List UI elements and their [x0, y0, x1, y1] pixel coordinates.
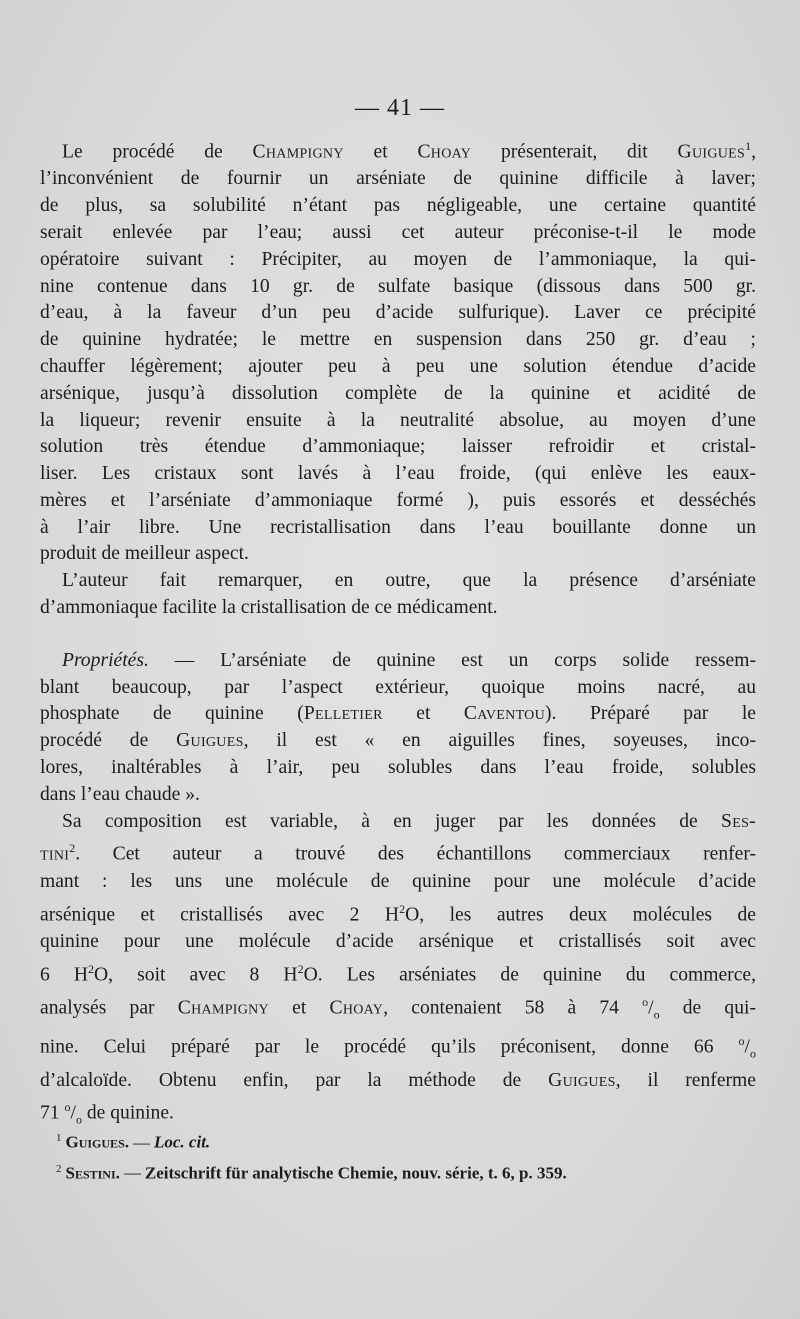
text-line: liser. Les cristaux sont lavés à l’eau froide, (qui enlève les eaux- — [40, 463, 756, 485]
small-caps-name: Choay — [329, 997, 384, 1019]
superscript: 2 — [69, 841, 76, 856]
text-line: tini$^2$. Cet auteur a trouvé des échantillons commerciaux renfer- — [40, 841, 756, 865]
text-line: mères et l’arséniate d’ammoniaque formé ), puis essorés et desséchés — [40, 489, 756, 511]
small-caps-name: Guigues — [548, 1069, 616, 1091]
small-caps-name: Caventou — [463, 703, 545, 725]
text-line: nine. Celui préparé par le procédé qu’ils préconisent, donne 66 $^o/_o$ — [40, 1034, 756, 1061]
text-line: l’inconvénient de fournir un arséniate de quinine difficile à laver; — [40, 168, 756, 190]
paragraph — [40, 568, 756, 622]
text-line: Propriétés. — L’arséniate de quinine est un corps solide ressem- — [62, 649, 756, 671]
text-line: de quinine hydratée; le mettre en suspension dans 250 gr. d’eau ; — [40, 329, 756, 351]
small-caps-name: tini — [40, 843, 70, 865]
small-caps-name: Champigny — [252, 141, 344, 163]
text-line: d’alcaloïde. Obtenu enfin, par la méthode de Guigues, il renferme — [40, 1069, 756, 1091]
superscript: o — [642, 995, 649, 1010]
footnote-author: Sestini. — [65, 1163, 120, 1183]
superscript: 1 — [745, 139, 752, 153]
footnote-1 — [56, 1125, 736, 1156]
text-line: lores, inaltérables à l’air, peu solubles dans l’eau froide, solubles — [40, 757, 756, 779]
subscript: o — [653, 1007, 660, 1022]
paragraph — [40, 809, 756, 1134]
footnote-2 — [56, 1156, 736, 1187]
footnote-text: Loc. cit. — [154, 1132, 211, 1152]
superscript: 2 — [399, 901, 406, 916]
footnote-text: Zeitschrift für analytische Chemie, nouv. série, t. 6, p. 359. — [144, 1163, 567, 1183]
text-line: produit de meilleur aspect. — [40, 543, 249, 565]
text-line: à l’air libre. Une recristallisation dans l’eau bouillante donne un — [40, 516, 756, 538]
text-line: arsénique, jusqu’à dissolution complète de la quinine et acidité de — [40, 382, 756, 404]
text-line: 6 $H^2O$, soit avec 8 $H^2O$. Les arséniates de quinine du commerce, — [40, 961, 756, 986]
footnote-marker: 2 — [56, 1162, 62, 1175]
paragraph-gap — [40, 622, 756, 648]
text-line: L’auteur fait remarquer, en outre, que la présence d’arséniate — [62, 570, 756, 592]
superscript: 2 — [297, 961, 304, 976]
footnotes — [56, 1125, 736, 1186]
text-line: solution très étendue d’ammoniaque; laisser refroidir et cristal- — [40, 436, 756, 458]
small-caps-name: Guigues — [677, 141, 746, 163]
text-line: phosphate de quinine (Pelletier et Caventou). Préparé par le — [40, 703, 756, 725]
text-line: d’eau, à la faveur d’un peu d’acide sulfurique). Laver ce précipité — [40, 302, 756, 324]
footnote-dash: — — [133, 1132, 150, 1152]
text-line: dans l’eau chaude ». — [40, 783, 200, 805]
text-line: Sa composition est variable, à en juger par les données de Ses- — [62, 810, 756, 832]
italic-heading: Propriétés. — [62, 649, 149, 671]
paragraph — [40, 648, 756, 809]
footnote-dash: — — [123, 1163, 141, 1183]
paragraph — [40, 133, 756, 568]
text-line: arsénique et cristallisés avec 2 $H^2O$, les autres deux molécules de — [40, 901, 757, 926]
subscript: o — [750, 1046, 756, 1061]
text-line: de plus, sa solubilité n’étant pas négligeable, une certaine quantité — [40, 195, 756, 217]
small-caps-name: Ses- — [721, 810, 756, 832]
superscript: o — [738, 1034, 745, 1049]
text-line: la liqueur; revenir ensuite à la neutralité absolue, au moyen d’une — [40, 409, 756, 431]
text-line: 71 $^o/_o$ de quinine. — [40, 1100, 174, 1127]
superscript: 2 — [88, 961, 95, 976]
text-line: opératoire suivant : Précipiter, au moyen de l’ammoniaque, la qui- — [40, 248, 756, 270]
text-line: d’ammoniaque facilite la cristallisation de ce médicament. — [40, 597, 498, 619]
superscript: o — [64, 1100, 71, 1115]
text-line: nine contenue dans 10 gr. de sulfate basique (dissous dans 500 gr. — [40, 275, 756, 297]
small-caps-name: Pelletier — [303, 703, 383, 725]
text-line: blant beaucoup, par l’aspect extérieur, quoique moins nacré, au — [40, 676, 756, 698]
page-number: — 41 — — [355, 95, 445, 121]
text-line: serait enlevée par l’eau; aussi cet auteur préconise-t-il le mode — [40, 221, 756, 243]
body-text — [40, 133, 756, 1134]
text-line: analysés par Champigny et Choay, contenaient 58 à 74 $^o/_o$ de qui- — [40, 995, 756, 1022]
footnote-author: Guigues. — [65, 1132, 129, 1152]
text-line: quinine pour une molécule d’acide arsénique et cristallisés soit avec — [40, 930, 756, 952]
small-caps-name: Choay — [417, 141, 472, 163]
text-line: mant : les uns une molécule de quinine pour une molécule d’acide — [40, 870, 756, 892]
text-line: procédé de Guigues, il est « en aiguilles fines, soyeuses, inco- — [40, 730, 756, 752]
small-caps-name: Guigues — [176, 730, 244, 752]
footnote-marker: 1 — [56, 1132, 62, 1144]
text-line: chauffer légèrement; ajouter peu à peu une solution étendue d’acide — [40, 355, 756, 377]
small-caps-name: Champigny — [177, 997, 269, 1019]
text-line: Le procédé de Champigny et Choay présenterait, dit Guigues$^1$, — [62, 139, 756, 163]
subscript: o — [75, 1112, 82, 1127]
